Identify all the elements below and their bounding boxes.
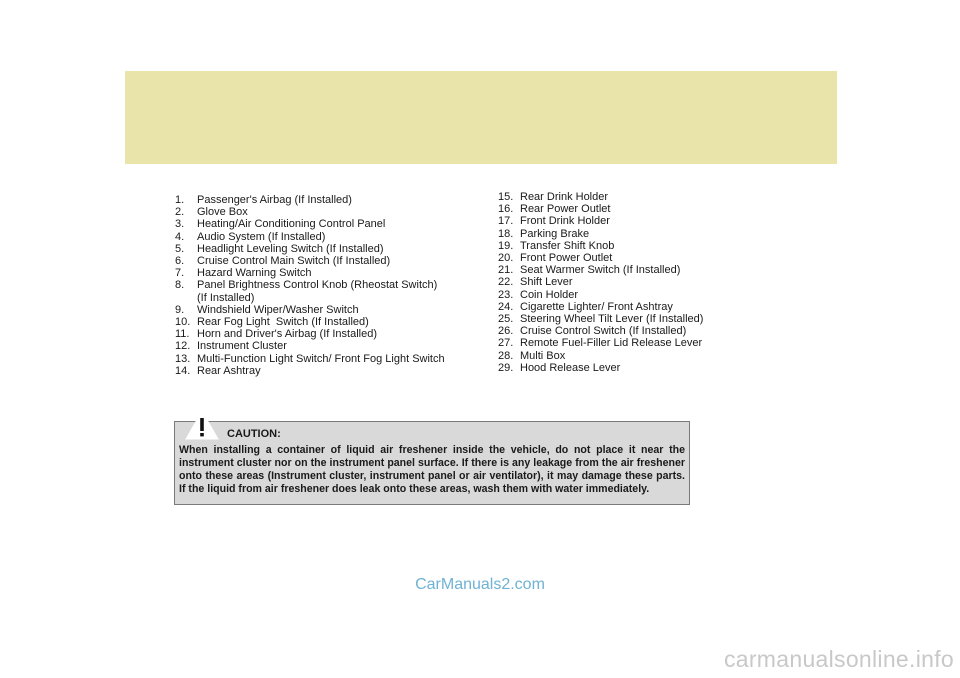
list-item: [498, 240, 738, 252]
list-item-label: [197, 243, 383, 255]
list-item-text: Parking Brake: [520, 227, 590, 240]
list-item-text: Glove Box: [197, 206, 248, 219]
list-item-text: Cruise Control Main Switch (If Installed): [197, 255, 391, 268]
list-item: [498, 362, 738, 374]
list-item-number: 24.: [498, 300, 514, 313]
list-item: [175, 316, 475, 328]
list-item: [498, 313, 738, 325]
list-item: [175, 279, 475, 303]
list-item-text: Hood Release Lever: [520, 361, 621, 374]
list-item-label: [520, 240, 614, 252]
list-item-number: 6.: [175, 255, 185, 268]
list-item-number: 15.: [498, 191, 514, 203]
list-item-number: 26.: [498, 325, 514, 338]
list-item: [498, 337, 738, 349]
list-item-text: Rear Ashtray: [197, 364, 261, 377]
list-item-number: 19.: [498, 239, 514, 252]
list-item-number: 13.: [175, 352, 191, 365]
list-item-number: 5.: [175, 242, 185, 255]
list-item-text: Rear Drink Holder: [520, 191, 609, 203]
component-list-right: [498, 191, 738, 374]
list-item-number: 11.: [175, 328, 190, 341]
list-item-text: Multi-Function Light Switch/ Front Fog Light Switch: [197, 352, 445, 365]
list-item-number: 18.: [498, 227, 514, 240]
list-item-text: Shift Lever: [520, 276, 573, 289]
list-item: [498, 301, 738, 313]
list-item: [175, 340, 475, 352]
list-item-text: Coin Holder: [520, 288, 579, 301]
list-item-label: [197, 340, 287, 352]
list-item: [498, 203, 738, 215]
list-item-number: 16.: [498, 203, 514, 216]
list-item: [498, 289, 738, 301]
list-item: [498, 264, 738, 276]
list-item-label: [520, 313, 703, 325]
list-item-number: 14.: [175, 364, 191, 377]
list-item: [175, 328, 475, 340]
list-item-label: [197, 353, 445, 365]
list-item: [175, 194, 475, 206]
list-item-text: Steering Wheel Tilt Lever (If Installed): [520, 313, 704, 326]
list-item-text: Hazard Warning Switch: [197, 267, 312, 280]
list-item-number: 1.: [175, 194, 185, 206]
list-item-number: 12.: [175, 340, 191, 353]
list-item-number: 10.: [175, 316, 191, 329]
list-item-number: 7.: [175, 267, 185, 280]
component-list-left: [175, 194, 475, 377]
list-item-label: [520, 264, 680, 276]
list-item-text: Rear Fog Light Switch (If Installed): [197, 316, 369, 329]
list-item-label: [520, 325, 686, 337]
list-item-text: Multi Box: [520, 349, 566, 362]
list-item-label: [197, 279, 437, 303]
list-item-number: 27.: [498, 337, 514, 350]
list-item-label: [520, 228, 589, 240]
list-item: [175, 267, 475, 279]
list-item-label: [197, 231, 325, 243]
list-item-text: Rear Power Outlet: [520, 203, 611, 216]
list-item-text: Audio System (If Installed): [197, 230, 326, 243]
list-item-number: 3.: [175, 218, 185, 231]
list-item-text: Headlight Leveling Switch (If Installed): [197, 242, 384, 255]
list-item-text: Panel Brightness Control Knob (Rheostat Switch): [197, 279, 438, 292]
list-item-number: 22.: [498, 276, 514, 289]
list-item-label: [197, 304, 359, 316]
list-item: [498, 350, 738, 362]
list-item-label: [520, 191, 608, 203]
footer-watermark: carmanualsonline.info: [723, 646, 954, 672]
list-item-text: Heating/Air Conditioning Control Panel: [197, 218, 386, 231]
list-item-number: 9.: [175, 303, 185, 316]
watermark-link[interactable]: CarManuals2.com: [415, 576, 545, 593]
list-item-label: [197, 316, 369, 328]
list-item-label: [520, 276, 573, 288]
list-item-number: 20.: [498, 252, 514, 265]
list-item-number: 4.: [175, 230, 185, 243]
list-item: [175, 304, 475, 316]
list-item: [498, 276, 738, 288]
list-item-text: Passenger's Airbag (If Installed): [197, 194, 352, 206]
list-item-label: [197, 194, 352, 206]
list-item-label: [197, 328, 377, 340]
list-item-number: 23.: [498, 288, 514, 301]
list-item: [175, 206, 475, 218]
header-banner: [125, 71, 837, 164]
list-item: [498, 215, 738, 227]
list-item-label: [520, 350, 565, 362]
list-item-label: [520, 203, 610, 215]
list-item-number: 29.: [498, 361, 514, 374]
list-item: [175, 218, 475, 230]
list-item-label: [197, 218, 385, 230]
list-item-label: [520, 362, 620, 374]
list-item-text: Windshield Wiper/Washer Switch: [197, 303, 359, 316]
list-item: [498, 191, 738, 203]
list-item: [498, 325, 738, 337]
list-item-number: 21.: [498, 264, 514, 277]
list-item: [175, 365, 475, 377]
list-item-label: [197, 267, 312, 279]
list-item: [498, 252, 738, 264]
caution-header: [179, 424, 685, 444]
list-item-label: [197, 255, 390, 267]
list-item: [175, 231, 475, 243]
list-item-label: [520, 289, 578, 301]
list-item-label: [520, 252, 612, 264]
list-item-text: Instrument Cluster: [197, 340, 287, 353]
list-item-text: Front Power Outlet: [520, 252, 613, 265]
list-item-label: [520, 301, 673, 313]
list-item-text: Cigarette Lighter/ Front Ashtray: [520, 300, 673, 313]
list-item-text: Remote Fuel-Filler Lid Release Lever: [520, 337, 703, 350]
warning-triangle-icon: [185, 410, 219, 440]
list-item-label: [197, 206, 248, 218]
list-item-number: 25.: [498, 313, 514, 326]
list-item-number: 8.: [175, 279, 185, 292]
caution-title: CAUTION:: [227, 428, 281, 440]
list-item-label: [520, 337, 702, 349]
list-item-text: Transfer Shift Knob: [520, 239, 615, 252]
caution-body: When installing a container of liquid air freshener inside the vehicle, do not place it near the instrument cluster nor on the instrument panel surface. If there is any leakage from the air freshener onto these areas (Instrument cluster, instrument panel or air ventilator), it may damage these parts. If the liquid from air freshener does leak onto these areas, wash them with water immediately.: [179, 444, 685, 495]
list-item-label: [520, 215, 610, 227]
list-item: [175, 255, 475, 267]
list-item-label: [197, 365, 261, 377]
list-item-text: Front Drink Holder: [520, 215, 610, 228]
list-item-continuation: (If Installed): [197, 291, 255, 304]
list-item-text: Seat Warmer Switch (If Installed): [520, 264, 681, 277]
list-item: [175, 353, 475, 365]
list-item-number: 2.: [175, 206, 185, 219]
list-item-text: Cruise Control Switch (If Installed): [520, 325, 687, 338]
list-item: [175, 243, 475, 255]
list-item-text: Horn and Driver's Airbag (If Installed): [197, 328, 378, 341]
list-item-number: 28.: [498, 349, 514, 362]
list-item: [498, 228, 738, 240]
list-item-number: 17.: [498, 215, 514, 228]
caution-box: [174, 421, 690, 505]
